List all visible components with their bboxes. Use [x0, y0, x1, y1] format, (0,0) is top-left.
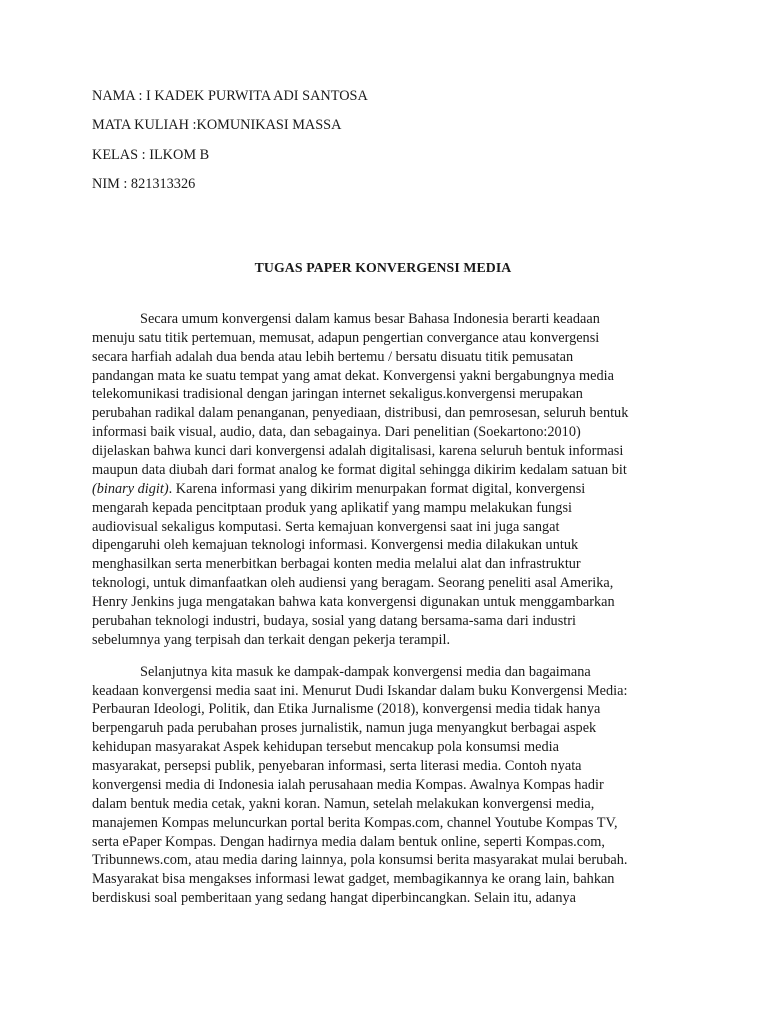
paragraph-line: serta ePaper Kompas. Dengan hadirnya media dalam bentuk online, seperti Kompas.com,	[92, 833, 605, 850]
paragraph-line: menghasilkan serta menerbitkan berbagai konten media melalui alat dan infrastruktur	[92, 556, 581, 573]
paragraph-line: Masyarakat bisa mengakses informasi lewat gadget, membagikannya ke orang lain, bahkan	[92, 871, 615, 888]
paragraph-line: Selanjutnya kita masuk ke dampak-dampak konvergensi media dan bagaimana	[140, 663, 591, 680]
paragraph-line: Henry Jenkins juga mengatakan bahwa kata konvergensi digunakan untuk menggambarkan	[92, 594, 615, 611]
paragraph-line: telekomunikasi tradisional dengan jaringan internet sekaligus.konvergensi merupakan	[92, 386, 583, 403]
student-name: NAMA : I KADEK PURWITA ADI SANTOSA	[92, 88, 368, 104]
paragraph-line: dipengaruhi oleh kemajuan teknologi informasi. Konvergensi media dilakukan untuk	[92, 537, 579, 554]
paragraph-line: Perbauran Ideologi, Politik, dan Etika Jurnalisme (2018), konvergensi media tidak hanya	[92, 701, 601, 718]
paragraph-line: sebelumnya yang terpisah dan terkait dengan pekerja terampil.	[92, 631, 451, 648]
paragraph-line-rest: . Karena informasi yang dikirim menurpakan format digital, konvergensi	[168, 480, 586, 497]
student-id: NIM : 821313326	[92, 175, 196, 192]
paragraph-line: pandangan mata ke suatu tempat yang amat dekat. Konvergensi yakni bergabungnya media	[92, 367, 614, 384]
paragraph-line: kehidupan masyarakat Aspek kehidupan tersebut mencakup pola konsumsi media	[92, 739, 559, 756]
paragraph-line: Tribunnews.com, atau media daring lainnya, pola konsumsi berita masyarakat mulai berubah.	[92, 852, 628, 869]
paragraph-line: berdiskusi soal pemberitaan yang sedang hangat diperbincangkan. Selain itu, adanya	[92, 890, 576, 907]
paragraph-line: berpengaruh pada perubahan proses jurnalistik, namun juga menyangkut berbagai aspek	[92, 720, 597, 737]
paragraph-line: masyarakat, persepsi publik, penyebaran informasi, serta literasi media. Contoh nyata	[92, 758, 582, 775]
paragraph-line: maupun data diubah dari format analog ke format digital sehingga dikirim kedalam satuan bit	[92, 461, 627, 478]
header-block	[92, 86, 674, 194]
paragraph-2	[92, 663, 674, 908]
paragraph-line: perubahan radikal dalam penanganan, penyediaan, distribusi, dan pemrosesan, seluruh bentuk	[92, 405, 629, 422]
paragraph-line: mengarah kepada pencitptaan produk yang aplikatif yang mampu melakukan fungsi	[92, 499, 572, 516]
paragraph-line: dijelaskan bahwa kunci dari konvergensi adalah digitalisasi, karena seluruh bentuk informasi	[92, 443, 624, 460]
paragraph-line: menuju satu titik pertemuan, memusat, adapun pengertian convergance atau konvergensi	[92, 329, 600, 346]
document-page	[92, 86, 674, 908]
italic-term: (binary digit)	[92, 480, 169, 497]
paragraph-1	[92, 310, 674, 650]
paragraph-line	[92, 480, 674, 499]
paragraph-line: teknologi, untuk dimanfaatkan oleh audiensi yang beragam. Seorang peneliti asal Amerika,	[92, 575, 614, 592]
paragraph-line: manajemen Kompas meluncurkan portal berita Kompas.com, channel Youtube Kompas TV,	[92, 814, 618, 831]
paragraph-line: konvergensi media di Indonesia ialah perusahaan media Kompas. Awalnya Kompas hadir	[92, 776, 604, 793]
class-name: KELAS : ILKOM B	[92, 146, 210, 163]
paragraph-line: perubahan teknologi industri, budaya, sosial yang datang bersama-sama dari industri	[92, 612, 576, 629]
paragraph-line: dalam bentuk media cetak, yakni koran. Namun, setelah melakukan konvergensi media,	[92, 795, 595, 812]
paragraph-line: informasi baik visual, audio, data, dan sebagainya. Dari penelitian (Soekartono:2010)	[92, 424, 581, 441]
paragraph-line: secara harfiah adalah dua benda atau lebih bertemu / bersatu disuatu titik pemusatan	[92, 348, 574, 365]
paragraph-line: Secara umum konvergensi dalam kamus besar Bahasa Indonesia berarti keadaan	[140, 310, 600, 327]
paper-title: TUGAS PAPER KONVERGENSI MEDIA	[254, 259, 512, 275]
course-name: MATA KULIAH :KOMUNIKASI MASSA	[92, 117, 342, 134]
paragraph-line: keadaan konvergensi media saat ini. Menurut Dudi Iskandar dalam buku Konvergensi Media:	[92, 682, 628, 699]
paragraph-line: audiovisual sekaligus komputasi. Serta kemajuan konvergensi saat ini juga sangat	[92, 518, 560, 535]
